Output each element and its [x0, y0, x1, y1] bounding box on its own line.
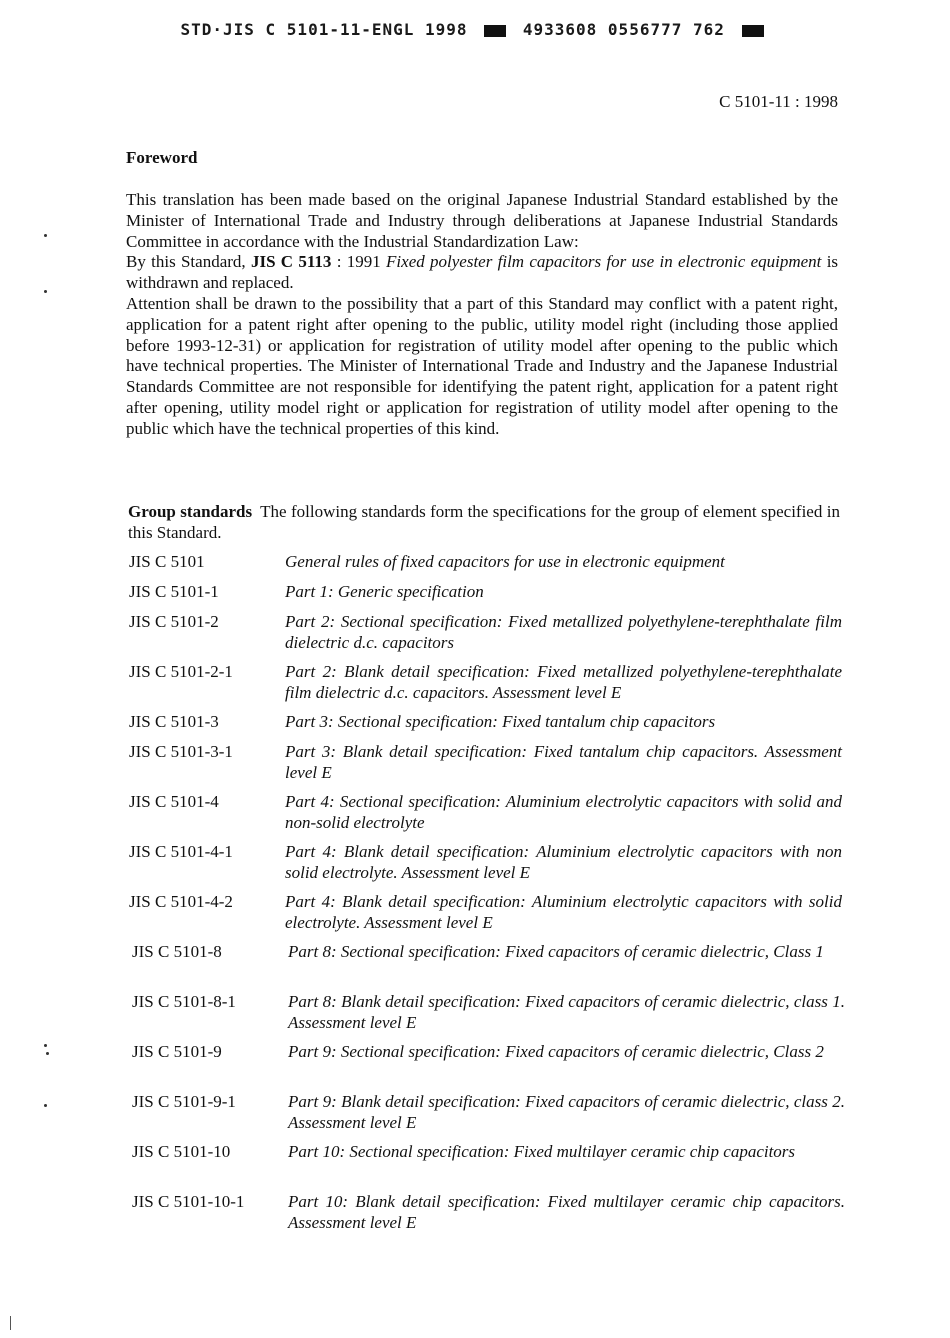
section-heading: Foreword [126, 148, 198, 167]
foreword-paragraph-1: This translation has been made based on the original Japanese Industrial Standard established by the Minister of International Trade and Industry through deliberations at Japanese Industrial Standards Committee in accordance with the Industrial Standardization Law: [126, 190, 838, 251]
standard-title: Part 4: Blank detail specification: Aluminium electrolytic capacitors with solid electrolyte. Assessment level E [285, 892, 842, 932]
scan-header-code2: 0556777 762 [607, 20, 725, 39]
standard-row [129, 582, 842, 603]
withdrawn-standard-year: : 1991 [336, 252, 381, 272]
standard-title: Part 8: Sectional specification: Fixed capacitors of ceramic dielectric, Class 1 [288, 942, 824, 961]
standard-row [132, 992, 845, 1034]
standard-title: Part 3: Sectional specification: Fixed tantalum chip capacitors [285, 712, 716, 731]
standard-row [129, 842, 842, 884]
standard-row [132, 1092, 845, 1134]
standard-title: Part 1: Generic specification [285, 582, 484, 601]
scan-speck [44, 290, 47, 293]
standard-row [129, 742, 842, 784]
standard-code: JIS C 5101-2 [129, 612, 219, 631]
standard-code: JIS C 5101-4 [129, 792, 219, 811]
standard-code: JIS C 5101-3-1 [129, 742, 233, 761]
standard-code: JIS C 5101-4-2 [129, 892, 233, 911]
foreword-paragraph-3: Attention shall be drawn to the possibility that a part of this Standard may conflict with a patent right, application for a patent right after opening to the public, utility model right (including those applied before 1993-12-31) or application for registration of utility model after opening to the public which have technical properties. The Minister of International Trade and Industry and the Japanese Industrial Standards Committee are not responsible for identifying the patent right, application for a patent right after opening, utility model right or application for registration of utility model after opening to the public which have the technical properties of this kind. [126, 293, 838, 438]
group-standards-intro [128, 502, 840, 544]
standard-code: JIS C 5101-8 [132, 942, 222, 961]
standard-title: Part 10: Sectional specification: Fixed multilayer ceramic chip capacitors [288, 1142, 796, 1161]
standard-code: JIS C 5101-1 [129, 582, 219, 601]
scan-header-left: STD·JIS C 5101-11-ENGL 1998 [180, 20, 468, 39]
standard-code: JIS C 5101-3 [129, 712, 219, 731]
standard-title: Part 9: Sectional specification: Fixed capacitors of ceramic dielectric, Class 2 [288, 1042, 824, 1061]
standard-title: Part 8: Blank detail specification: Fixed capacitors of ceramic dielectric, class 1. Assessment level E [288, 992, 845, 1032]
standard-title: Part 2: Blank detail specification: Fixed metallized polyethylene-terephthalate film dielectric d.c. capacitors. Assessment level E [285, 662, 842, 702]
standard-row [132, 1192, 845, 1234]
scan-speck [44, 1044, 47, 1047]
standard-row [132, 942, 845, 963]
barcode-block-icon [742, 25, 764, 37]
group-standards-label: Group standards [128, 502, 253, 521]
standard-title: Part 10: Blank detail specification: Fixed multilayer ceramic chip capacitors. Assessment level E [288, 1192, 845, 1232]
standard-title: Part 9: Blank detail specification: Fixed capacitors of ceramic dielectric, class 2. Assessment level E [288, 1092, 845, 1132]
standard-row [129, 712, 842, 733]
standard-code: JIS C 5101-2-1 [129, 662, 233, 681]
standard-title: Part 2: Sectional specification: Fixed metallized polyethylene-terephthalate film dielectric d.c. capacitors [285, 612, 842, 652]
foreword-body [126, 190, 838, 440]
standard-code: JIS C 5101-9 [132, 1042, 222, 1061]
scan-speck [44, 234, 47, 237]
document-id: C 5101-11 : 1998 [719, 92, 838, 111]
standard-title: Part 3: Blank detail specification: Fixed tantalum chip capacitors. Assessment level E [285, 742, 842, 782]
standard-row [129, 662, 842, 704]
standard-code: JIS C 5101-9-1 [132, 1092, 236, 1111]
standard-row [132, 1042, 845, 1063]
withdrawn-standard-code: JIS C 5113 [250, 252, 332, 272]
scan-speck [46, 1052, 49, 1055]
standard-row [129, 892, 842, 934]
standard-title: Part 4: Sectional specification: Aluminium electrolytic capacitors with solid and non-solid electrolyte [285, 792, 842, 832]
standard-title: Part 4: Blank detail specification: Aluminium electrolytic capacitors with non solid electrolyte. Assessment level E [285, 842, 842, 882]
standard-title: General rules of fixed capacitors for use in electronic equipment [285, 552, 725, 571]
standard-row [129, 612, 842, 654]
foreword-paragraph-2 [126, 252, 838, 294]
withdrawn-standard-title: Fixed polyester film capacitors for use in electronic equipment [386, 252, 822, 272]
standard-row [129, 552, 842, 573]
scan-speck [44, 1104, 47, 1107]
standard-code: JIS C 5101-10 [132, 1142, 231, 1161]
standard-row [129, 792, 842, 834]
withdrawal-pre: By this Standard, [126, 252, 246, 272]
standard-row [132, 1142, 845, 1163]
standard-code: JIS C 5101-10-1 [132, 1192, 245, 1211]
standard-code: JIS C 5101-4-1 [129, 842, 233, 861]
standard-code: JIS C 5101-8-1 [132, 992, 236, 1011]
withdrawal-post: is withdrawn and replaced. [126, 252, 839, 293]
barcode-block-icon [484, 25, 506, 37]
group-standards-text: The following standards form the specifications for the group of element specified in this Standard. [128, 502, 840, 542]
scan-header-code1: 4933608 [522, 20, 598, 39]
standard-code: JIS C 5101 [129, 552, 205, 571]
scan-edge-mark [10, 1316, 11, 1330]
scan-header [0, 20, 950, 39]
